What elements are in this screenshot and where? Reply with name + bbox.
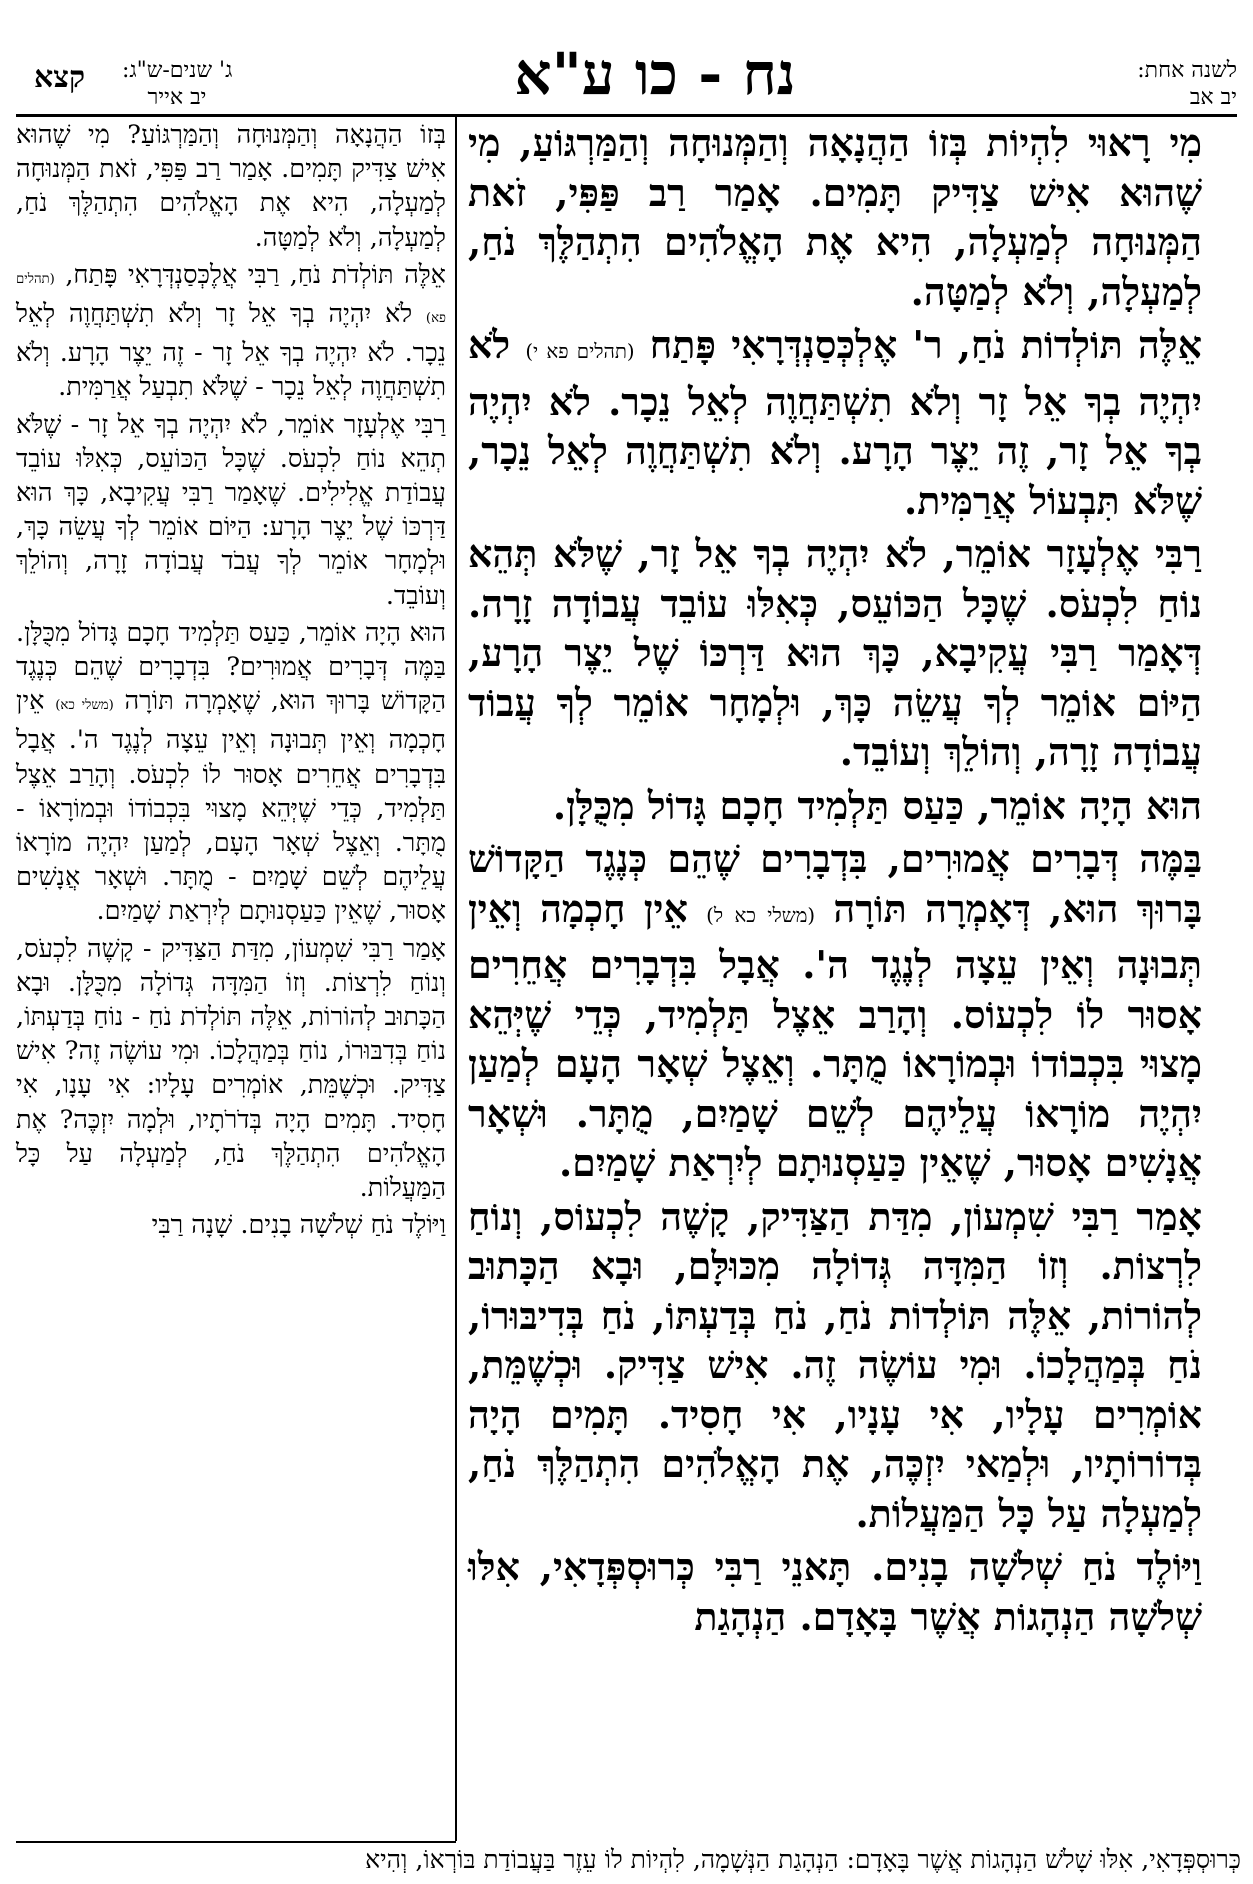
side-paragraph-intro: בְּזוֹ הַהֲנָאָה וְהַמְּנוּחָה וְהַמַּרְגּוֹעַ? מִי שֶׁהוּא אִישׁ צַדִּיק תָּמִים. אָמַר רַב פַּפִּי, זֹאת הַמְּנוּחָה לְמַעְלָה, הִיא אֶת הָאֱלֹהִים הִתְהַלֶּךְ נֹחַ, לְמַעְלָה, וְלֹא לְמַטָּה. xyxy=(16,120,446,253)
footer-continuation-line: כְּרוּסְפְּדָאִי, אִלּוּ שָׁלֹשׁ הַנְהָגוֹת אֲשֶׁר בָּאָדָם: הַנְהָגַת הַנְּשָׁמָה, לִהְיוֹת לוֹ עֵזֶר בַּעֲבוֹדַת בּוֹרְאוֹ, וְהִיא xyxy=(365,1845,1241,1874)
header-date-left-bottom: יב אייר xyxy=(147,85,207,110)
column-divider xyxy=(455,117,457,1841)
main-paragraph-rabbi-elazar: רַבִּי אֶלְעָזָר אוֹמֵר, לֹא יִהְיֶה בְךָ אֵל זָר, שֶׁלֹּא תְּהֵא נוֹחַ לִכְעֹס. שֶׁכָּל הַכּוֹעֵס, כְּאִלּוּ עוֹבֵד עֲבוֹדָה זָרָה. דְּאָמַר רַבִּי עֲקִיבָא, כָּךְ הוּא דַּרְכּוֹ שֶׁל יֵצֶר הָרָע, הַיּוֹם אוֹמֵר לְךָ עֲשֵׂה כָּךְ, וּלְמָחָר אוֹמֵר לְךָ עֲבוֹד עֲבוֹדָה זָרָה, וְהוֹלֵךְ וְעוֹבֵד. xyxy=(468,531,1202,774)
main-paragraph-noah-generations xyxy=(468,320,1202,525)
header-rule xyxy=(16,114,1237,117)
main-paragraph-anger-scholar: הוּא הָיָה אוֹמֵר, כַּעַס תַּלְמִיד חָכָם גָּדוֹל מִכֻּלָּן. xyxy=(552,782,1202,828)
side-text-column xyxy=(16,118,446,1246)
main-paragraph-5-text: בַּמֶּה דְּבָרִים אֲמוּרִים, בִּדְבָרִים שֶׁהֵם כְּנֶגֶד הַקָּדוֹשׁ בָּרוּךְ הוּא, דְּאָמְרָה תּוֹרָה xyxy=(468,836,1203,931)
main-paragraph-intro: מִי רָאוּי לִהְיוֹת בְּזוֹ הַהֲנָאָה וְהַמְּנוּחָה וְהַמַּרְגּוֹעַ, מִי שֶׁהוּא אִישׁ צַדִּיק תָּמִים. אָמַר רַב פַּפִּי, זֹאת הַמְּנוּחָה לְמַעְלָה, הִיא אֶת הָאֱלֹהִים הִתְהַלֶּךְ נֹחַ, לְמַעְלָה, וְלֹא לְמַטָּה. xyxy=(468,120,1202,314)
main-text-column xyxy=(468,118,1202,1645)
header-date-right-top: לשנה אחת: xyxy=(1137,58,1237,83)
main-paragraph-rabbi-shimon: אָמַר רַבִּי שִׁמְעוֹן, מִדַּת הַצַּדִּיק, קָשֶׁה לִכְעוֹס, וְנוֹחַ לִרְצוֹת. וְזוֹ הַמִּדָּה גְּדוֹלָה מִכּוּלָּם, וּבָא הַכָּתוּב לְהוֹרוֹת, אֵלֶּה תּוֹלְדוֹת נֹחַ, נֹחַ בְּדַעְתּוֹ, נֹחַ בְּדִיבּוּרוֹ, נֹחַ בְּמַהֲלָכוֹ. וּמִי עוֹשֶׂה זֶה. אִישׁ צַדִּיק. וּכְשֶׁמֵּת, אוֹמְרִים עָלָיו, אִי עָנָיו, אִי חָסִיד. תָּמִים הָיָה בְּדוֹרוֹתָיו, וּלְמַאי יִזְכֶּה, אֶת הָאֱלֹהִים הִתְהַלֶּךְ נֹחַ, לְמַעְלָה עַל כָּל הַמַּעֲלוֹת. xyxy=(468,1193,1202,1536)
side-paragraph-noah-generations xyxy=(16,258,446,405)
footer-rule xyxy=(16,1841,456,1843)
main-paragraph-2-text: אֵלֶּה תּוֹלְדוֹת נֹחַ, ר' אֶלְכְּסַנְדְּרָאִי פָּתַח xyxy=(634,322,1202,367)
side-paragraph-rabbi-shimon: אָמַר רַבִּי שִׁמְעוֹן, מִדַּת הַצַּדִּיק - קָשֶׁה לִכְעֹס, וְנוֹחַ לִרְצוֹת. וְזוֹ הַמִּדָּה גְּדוֹלָה מִכֻּלָּן. וּבָא הַכָּתוּב לְהוֹרוֹת, אֵלֶּה תּוֹלְדֹת נֹחַ - נוֹחַ בְּדַעְתּוֹ, נוֹחַ בְּדִבּוּרוֹ, נוֹחַ בְּמַהֲלָכוֹ. וּמִי עוֹשֶׂה זֶה? אִישׁ צַדִּיק. וּכְשֶׁמֵּת, אוֹמְרִים עָלָיו: אִי עָנָו, אִי חָסִיד. תָּמִים הָיָה בְּדֹרֹתָיו, וּלְמָה יִזְכֶּה? אֶת הָאֱלֹהִים הִתְהַלֶּךְ נֹחַ, לְמַעְלָה עַל כָּל הַמַּעֲלוֹת. xyxy=(16,933,446,1204)
side-paragraph-4-text-cont: אֵין חָכְמָה וְאֵין תְּבוּנָה וְאֵין עֵצָה לְנֶגֶד ה'. אֲבָל בִּדְבָרִים אֲחֵרִים אָסוּר לוֹ לִכְעֹס. וְהָרַב אֵצֶל תַּלְמִיד, כְּדֵי שֶׁיְּהֵא מָצוּי בִּכְבוֹדוֹ וּבְמוֹרָאוֹ - מֻתָּר. וְאֵצֶל שְׁאָר הָעָם, לְמַעַן יִהְיֶה מוֹרָאוֹ עֲלֵיהֶם לְשֵׁם שָׁמַיִם - מֻתָּר. וּשְׁאָר אֲנָשִׁים אָסוּר, שֶׁאֵין כַּעַסְנוּתָם לְיִרְאַת שָׁמַיִם. xyxy=(16,686,446,927)
side-paragraph-anger-scholar xyxy=(16,616,446,929)
main-paragraph-words xyxy=(468,834,1202,1188)
side-paragraph-three-sons: וַיּוֹלֶד נֹחַ שְׁלֹשָׁה בָנִים. שָׁנָה רַבִּי xyxy=(151,1210,446,1241)
side-paragraph-4-text: הוּא הָיָה אוֹמֵר, כַּעַס תַּלְמִיד חָכָם גָּדוֹל מִכֻּלָּן. בַּמֶּה דְּבָרִים אֲמוּרִים? בִּדְבָרִים שֶׁהֵם כְּנֶגֶד הַקָּדוֹשׁ בָּרוּךְ הוּא, שֶׁאָמְרָה תּוֹרָה xyxy=(16,617,446,717)
side-paragraph-2-text-cont: לֹא יִהְיֶה בְךָ אֵל זָר וְלֹא תִשְׁתַּחֲוֶה לְאֵל נֵכָר. לֹא יִהְיֶה בְךָ אֵל זָר - זֶה יֵצֶר הָרָע. וְלֹא תִשְׁתַּחֲוֶה לְאֵל נֵכָר - שֶׁלֹּא תִבְעַל אֲרַמִּית. xyxy=(16,299,446,403)
main-paragraph-2-text-cont: לֹא יִהְיֶה בְךָ אֵל זָר וְלֹא תִשְׁתַּחֲוֶה לְאֵל נֵכָר. לֹא יִהְיֶה בְךָ אֵל זָר, זֶה יֵצֶר הָרָע. וְלֹא תִשְׁתַּחֲוֶה לְאֵל נֵכָר, שֶׁלֹּא תִּבְעוֹל אֲרַמִּית. xyxy=(468,322,1202,523)
side-paragraph-rabbi-elazar: רַבִּי אֶלְעָזָר אוֹמֵר, לֹא יִהְיֶה בְךָ אֵל זָר - שֶׁלֹּא תְהֵא נוֹחַ לִכְעֹס. שֶׁכָּל הַכּוֹעֵס, כְּאִלּוּ עוֹבֵד עֲבוֹדַת אֱלִילִים. שֶׁאָמַר רַבִּי עֲקִיבָא, כָּךְ הוּא דַּרְכּוֹ שֶׁל יֵצֶר הָרָע: הַיּוֹם אוֹמֵר לְךָ עֲשֵׂה כָּךְ, וּלְמָחָר אוֹמֵר לְךָ עֲבֹד עֲבוֹדָה זָרָה, וְהוֹלֵךְ וְעוֹבֵד. xyxy=(16,409,446,611)
header-date-left-top: ג' שנים-ש"ג: xyxy=(122,58,233,83)
side-paragraph-2-text: אֵלֶּה תּוֹלְדֹת נֹחַ, רַבִּי אֲלֶכְּסַנְדְּרָאִי פָּתַח, xyxy=(54,259,446,290)
main-paragraph-three-sons: וַיּוֹלֶד נֹחַ שְׁלֹשָׁה בָנִים. תָּאנֵי רַבִּי כְּרוּסְפְּדָאִי, אִלּוּ שְׁלֹשָׁה הַנְהָגוֹת אֲשֶׁר בָּאָדָם. הַנְהָגַת xyxy=(468,1544,1202,1639)
header-date-right-bottom: יב אב xyxy=(1189,85,1237,110)
main-paragraph-5-text-cont: אֵין חָכְמָה וְאֵין תְּבוּנָה וְאֵין עֵצָה לְנֶגֶד ה'. אֲבָל בִּדְבָרִים אֲחֵרִים אָסוּר לוֹ לִכְעוֹס. וְהָרַב אֵצֶל תַּלְמִיד, כְּדֵי שֶׁיְּהֵא מָצוּי בִּכְבוֹדוֹ וּבְמוֹרָאוֹ מֻתָּר. וְאֵצֶל שְׁאָר הָעָם לְמַעַן יִהְיֶה מוֹרָאוֹ עֲלֵיהֶם לְשֵׁם שָׁמַיִם, מֻתָּר. וּשְׁאָר אֲנָשִׁים אָסוּר, שֶׁאֵין כַּעַסְנוּתָם לְיִרְאַת שָׁמַיִם. xyxy=(468,885,1202,1185)
side-verse-source-tehillim: (תהלים פא) xyxy=(16,271,446,327)
verse-source-mishlei: (משלי כא ל) xyxy=(706,903,816,927)
verse-source-tehillim: (תהלים פא י) xyxy=(525,340,635,363)
page-number: קצא xyxy=(34,60,86,95)
page-title: נח - כו ע"א xyxy=(514,40,796,108)
side-verse-source-mishlei: (משלי כא) xyxy=(55,698,114,714)
